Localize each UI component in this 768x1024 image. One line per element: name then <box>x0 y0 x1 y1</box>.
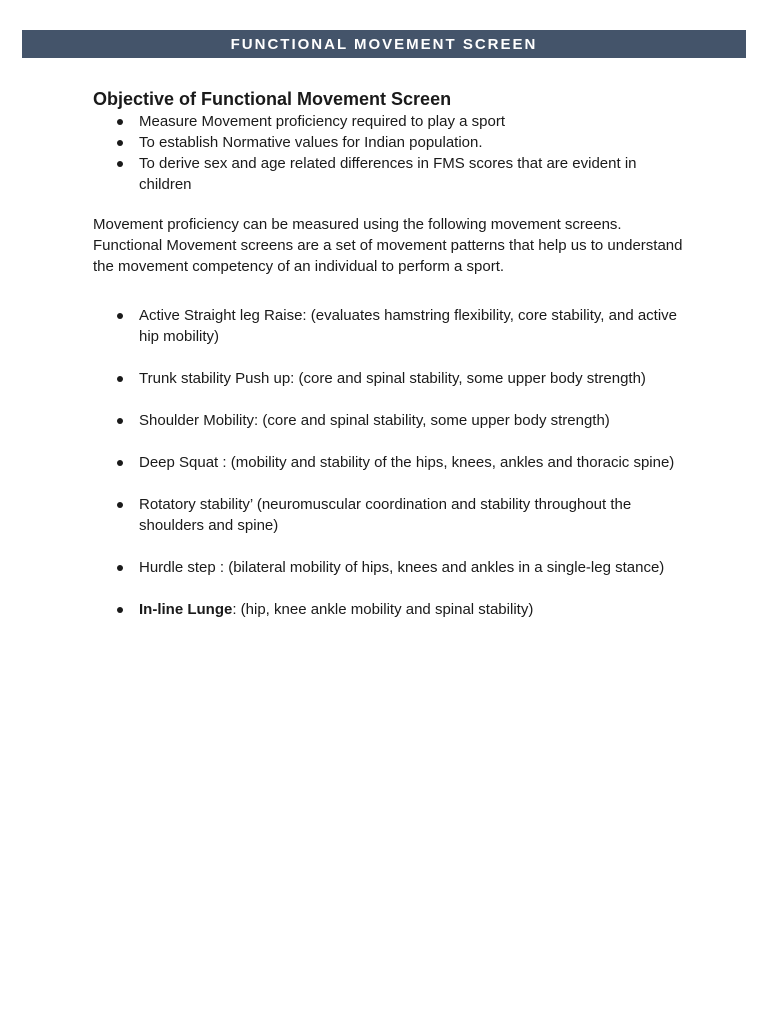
objective-item-text: Measure Movement proficiency required to play a sport <box>139 113 506 130</box>
document-body <box>93 88 683 620</box>
movement-item <box>93 410 683 431</box>
page-title-banner <box>22 30 746 58</box>
objective-list <box>93 111 683 195</box>
objective-item-text: To derive sex and age related differences in FMS scores that are evident in children <box>139 155 637 193</box>
movement-description: : (hip, knee ankle mobility and spinal stability) <box>232 601 534 618</box>
movement-item <box>93 305 683 347</box>
bullet-icon <box>117 460 123 466</box>
movement-name: Trunk stability Push up: <box>139 370 295 387</box>
movement-description: (neuromuscular coordination and stability throughout the shoulders and spine) <box>139 496 632 534</box>
movement-description: (core and spinal stability, some upper body strength) <box>294 370 646 387</box>
bullet-icon <box>117 418 123 424</box>
intro-paragraph: Movement proficiency can be measured using the following movement screens. Functional Movement screens are a set of movement patterns that help us to understand the movement competency of an individual to perform a sport. <box>93 216 683 275</box>
movement-name: Rotatory stability’ <box>139 496 253 513</box>
movement-name: Shoulder Mobility: <box>139 412 259 429</box>
movement-description: (mobility and stability of the hips, knees, ankles and thoracic spine) <box>226 454 675 471</box>
objective-item <box>93 111 683 132</box>
movement-item <box>93 557 683 578</box>
objective-item <box>93 132 683 153</box>
movement-name: In-line Lunge <box>139 601 233 618</box>
movement-item <box>93 452 683 473</box>
movement-list <box>93 305 683 620</box>
objective-item-text: To establish Normative values for Indian population. <box>139 134 483 151</box>
movement-item <box>93 494 683 536</box>
page-title: FUNCTIONAL MOVEMENT SCREEN <box>230 35 538 53</box>
objective-item <box>93 153 683 195</box>
movement-item <box>93 599 683 620</box>
movement-description: (evaluates hamstring flexibility, core stability, and active hip mobility) <box>139 307 678 345</box>
bullet-icon <box>117 376 123 382</box>
bullet-icon <box>117 313 123 319</box>
objective-heading: Objective of Functional Movement Screen <box>93 89 452 109</box>
movement-description: (core and spinal stability, some upper body strength) <box>258 412 610 429</box>
bullet-icon <box>117 607 123 613</box>
movement-name: Active Straight leg Raise: <box>139 307 307 324</box>
movement-name: Hurdle step : <box>139 559 225 576</box>
movement-item <box>93 368 683 389</box>
bullet-icon <box>117 140 123 146</box>
bullet-icon <box>117 119 123 125</box>
movement-description: (bilateral mobility of hips, knees and ankles in a single-leg stance) <box>224 559 665 576</box>
bullet-icon <box>117 565 123 571</box>
movement-name: Deep Squat : <box>139 454 227 471</box>
bullet-icon <box>117 161 123 167</box>
bullet-icon <box>117 502 123 508</box>
